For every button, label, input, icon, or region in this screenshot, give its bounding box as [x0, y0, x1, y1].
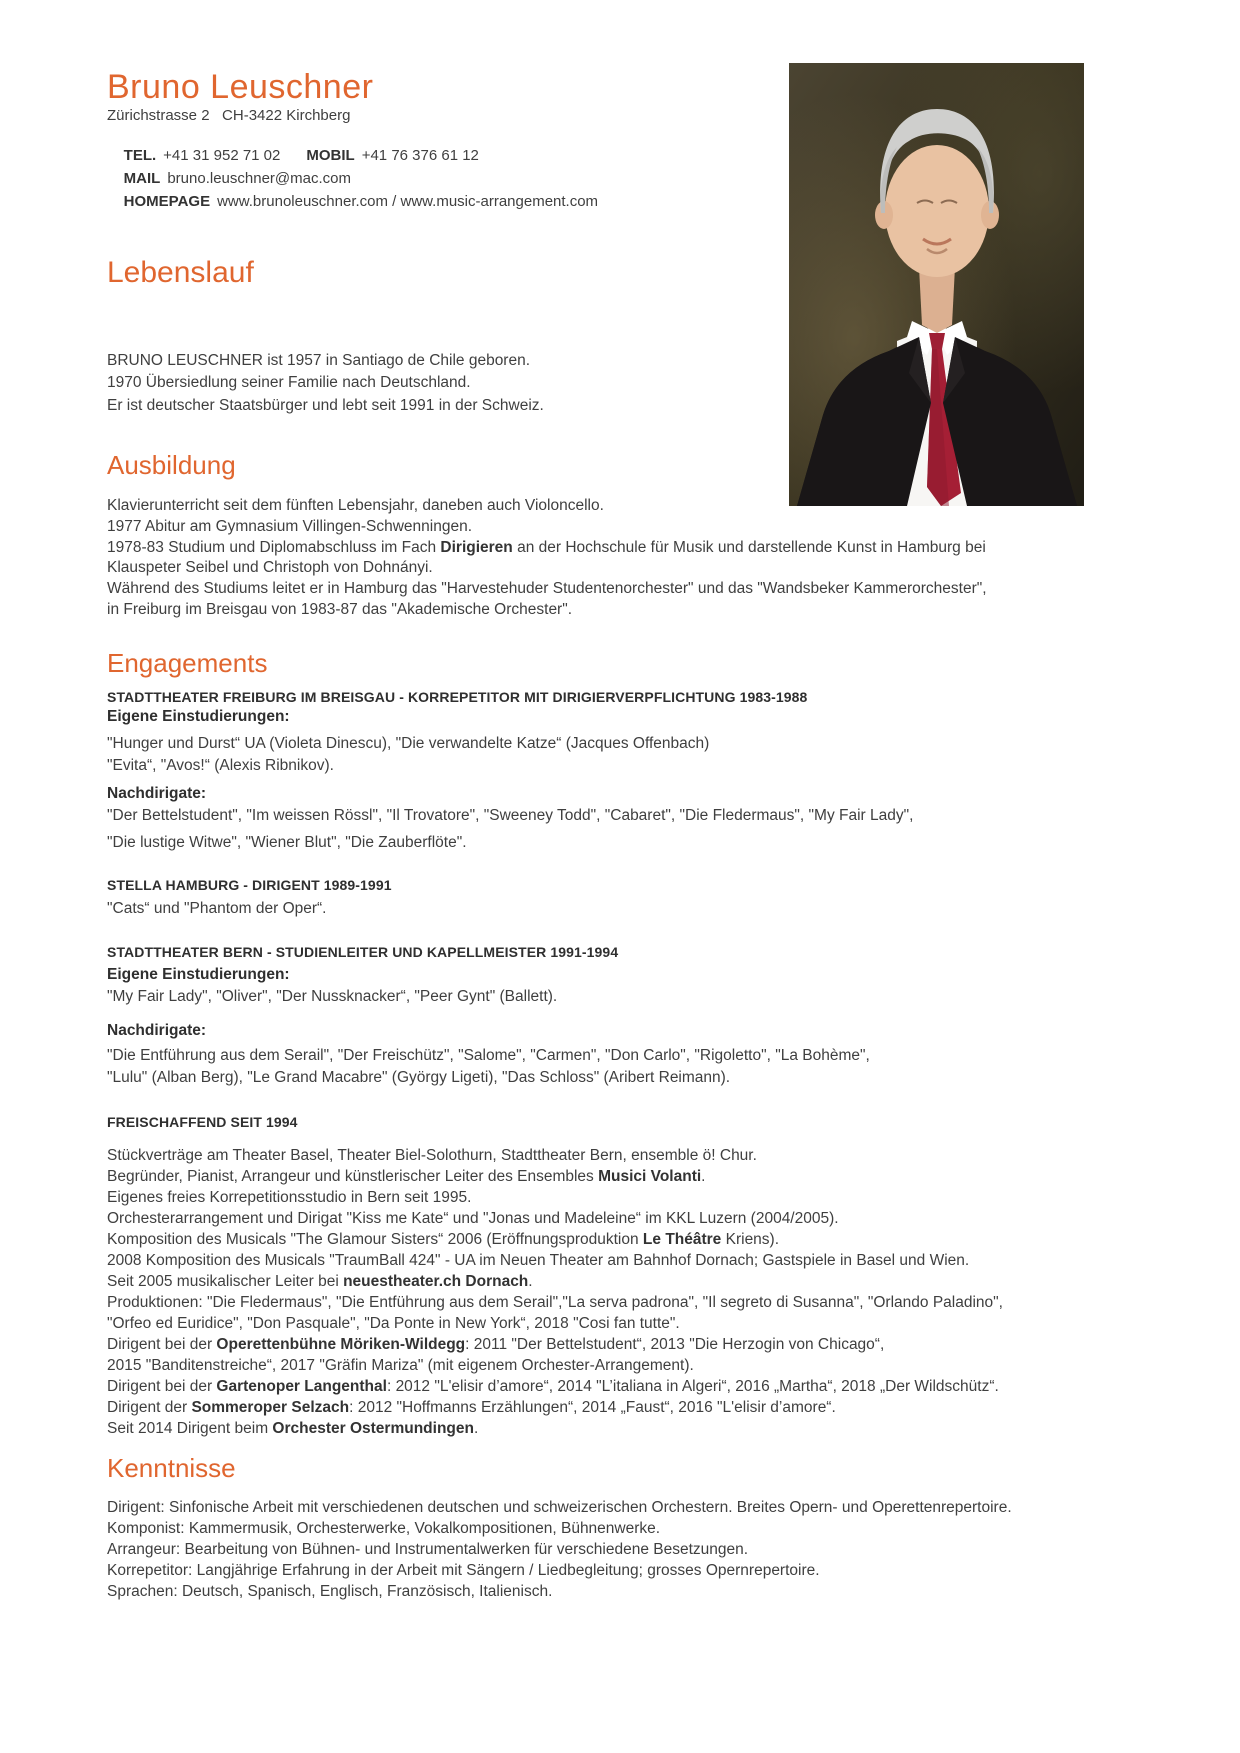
page-title: Lebenslauf — [107, 256, 254, 289]
emphasized-text: Gartenoper Langenthal — [216, 1378, 387, 1395]
text-segment: Klavierunterricht seit dem fünften Lebensjahr, daneben auch Violoncello. — [107, 497, 604, 514]
freischaffend-line — [107, 1251, 969, 1271]
mobil-value: +41 76 376 61 12 — [361, 147, 479, 164]
ausbildung-line — [107, 579, 987, 599]
nachdirigate-label: Nachdirigate: — [107, 1022, 207, 1039]
address-line: Zürichstrasse 2 CH-3422 Kirchberg — [107, 107, 351, 124]
freischaffend-line — [107, 1209, 839, 1229]
text-segment: 1978-83 Studium und Diplomabschluss im Fach — [107, 539, 441, 556]
text-segment: Produktionen: "Die Fledermaus", "Die Entführung aus dem Serail","La serva padrona", "Il segreto di Susanna", "Orlando Paladino", — [107, 1294, 1003, 1311]
emphasized-text: Musici Volanti — [598, 1168, 702, 1185]
text-segment: an der Hochschule für Musik und darstellende Kunst in Hamburg bei — [512, 539, 986, 556]
engagement-subheading-freiburg: STADTTHEATER FREIBURG IM BREISGAU - KORREPETITOR MIT DIRIGIERVERPFLICHTUNG 1983-1988 — [107, 689, 808, 705]
text-segment: "Orfeo ed Euridice", "Don Pasquale", "Da Ponte in New York“, 2018 "Cosi fan tutte". — [107, 1315, 680, 1332]
text-segment: . — [473, 1420, 479, 1437]
homepage-label: HOMEPAGE — [123, 193, 211, 210]
kenntnisse-line: Komponist: Kammermusik, Orchesterwerke, Vokalkompositionen, Bühnenwerke. — [107, 1520, 661, 1537]
mail-value: bruno.leuschner@mac.com — [167, 170, 351, 187]
engagement-line: "Der Bettelstudent", "Im weissen Rössl", "Il Trovatore", "Sweeney Todd", "Cabaret", "Die Fledermaus", "My Fair Lady", — [107, 807, 914, 824]
text-segment: . — [528, 1273, 533, 1290]
text-segment: in Freiburg im Breisgau von 1983-87 das "Akademische Orchester". — [107, 601, 573, 618]
kenntnisse-line: Dirigent: Sinfonische Arbeit mit verschiedenen deutschen und schweizerischen Orchestern. Breites Opern- und Operettenrepertoire. — [107, 1499, 1012, 1516]
kenntnisse-line: Arrangeur: Bearbeitung von Bühnen- und Instrumentalwerken für verschiedene Besetzungen. — [107, 1541, 749, 1558]
text-segment: Während des Studiums leitet er in Hamburg das "Harvestehuder Studentenorchester" und das "Wandsbeker Kammerorchester", — [107, 580, 987, 597]
homepage-line — [107, 175, 598, 229]
engagement-subheading-stella: STELLA HAMBURG - DIRIGENT 1989-1991 — [107, 877, 392, 893]
emphasized-text: Le Théâtre — [642, 1231, 722, 1248]
text-segment: 1977 Abitur am Gymnasium Villingen-Schwenningen. — [107, 518, 473, 535]
emphasized-text: Operettenbühne Möriken-Wildegg — [216, 1336, 466, 1353]
text-segment: Dirigent bei der — [107, 1336, 217, 1353]
text-segment: . — [701, 1168, 706, 1185]
freischaffend-line — [107, 1398, 836, 1418]
freischaffend-line — [107, 1314, 680, 1334]
engagement-line: "Evita“, "Avos!“ (Alexis Ribnikov). — [107, 757, 334, 774]
text-segment: Dirigent bei der — [107, 1378, 217, 1395]
intro-line: Er ist deutscher Staatsbürger und lebt seit 1991 in der Schweiz. — [107, 397, 544, 414]
ausbildung-line — [107, 496, 604, 516]
freischaffend-line — [107, 1356, 694, 1376]
freischaffend-line — [107, 1272, 533, 1292]
text-segment: Eigenes freies Korrepetitionsstudio in Bern seit 1995. — [107, 1189, 472, 1206]
freischaffend-line — [107, 1377, 999, 1397]
text-segment: Komposition des Musicals "The Glamour Sisters“ 2006 (Eröffnungsproduktion — [107, 1231, 643, 1248]
person-name: Bruno Leuschner — [107, 68, 374, 106]
emphasized-text: Orchester Ostermundingen — [272, 1420, 474, 1437]
text-segment: Dirigent der — [107, 1399, 192, 1416]
portrait-illustration — [789, 63, 1084, 506]
engagement-subheading-bern: STADTTHEATER BERN - STUDIENLEITER UND KAPELLMEISTER 1991-1994 — [107, 944, 619, 960]
portrait-photo — [789, 63, 1084, 506]
section-heading-engagements: Engagements — [107, 648, 268, 678]
freischaffend-line — [107, 1146, 757, 1166]
freischaffend-line — [107, 1293, 1003, 1313]
emphasized-text: Dirigieren — [440, 539, 513, 556]
engagement-line: "Hunger und Durst“ UA (Violeta Dinescu), "Die verwandelte Katze“ (Jacques Offenbach) — [107, 735, 710, 752]
tel-value: +41 31 952 71 02 — [163, 147, 281, 164]
intro-line: BRUNO LEUSCHNER ist 1957 in Santiago de Chile geboren. — [107, 352, 531, 369]
kenntnisse-line: Sprachen: Deutsch, Spanisch, Englisch, Französisch, Italienisch. — [107, 1583, 553, 1600]
freischaffend-line — [107, 1167, 705, 1187]
engagement-line: "Lulu" (Alban Berg), "Le Grand Macabre" (György Ligeti), "Das Schloss" (Aribert Reimann). — [107, 1069, 731, 1086]
freischaffend-line — [107, 1188, 471, 1208]
text-segment: Begründer, Pianist, Arrangeur und künstlerischer Leiter des Ensembles — [107, 1168, 599, 1185]
text-segment: Stückverträge am Theater Basel, Theater Biel-Solothurn, Stadttheater Bern, ensemble ö! Chur. — [107, 1147, 757, 1164]
nachdirigate-label: Nachdirigate: — [107, 785, 207, 802]
text-segment: : 2011 "Der Bettelstudent“, 2013 "Die Herzogin von Chicago“, — [465, 1336, 885, 1353]
ausbildung-line — [107, 558, 433, 578]
emphasized-text: neuestheater.ch Dornach — [343, 1273, 529, 1290]
mobil-label: MOBIL — [306, 147, 355, 164]
freischaffend-line — [107, 1335, 884, 1355]
engagement-subheading-freischaffend: FREISCHAFFEND SEIT 1994 — [107, 1114, 298, 1130]
eigene-label: Eigene Einstudierungen: — [107, 708, 290, 725]
text-segment: : 2012 "Hoffmanns Erzählungen“, 2014 „Faust“, 2016 "L'elisir d’amore“. — [349, 1399, 836, 1416]
emphasized-text: Sommeroper Selzach — [191, 1399, 350, 1416]
text-segment: : 2012 "L'elisir d’amore“, 2014 "L’italiana in Algeri“, 2016 „Martha“, 2018 „Der Wildschütz“. — [386, 1378, 999, 1395]
freischaffend-line — [107, 1419, 478, 1439]
text-segment: Orchesterarrangement und Dirigat "Kiss me Kate“ und "Jonas und Madeleine“ im KKL Luzern (2004/2005). — [107, 1210, 839, 1227]
engagement-line: "Cats“ und "Phantom der Oper“. — [107, 900, 327, 917]
section-heading-ausbildung: Ausbildung — [107, 450, 236, 480]
eigene-label: Eigene Einstudierungen: — [107, 966, 290, 983]
kenntnisse-line: Korrepetitor: Langjährige Erfahrung in der Arbeit mit Sängern / Liedbegleitung; grosses Opernrepertoire. — [107, 1562, 820, 1579]
text-segment: 2015 "Banditenstreiche“, 2017 "Gräfin Mariza" (mit eigenem Orchester-Arrangement). — [107, 1357, 694, 1374]
freischaffend-line — [107, 1230, 779, 1250]
text-segment: Klauspeter Seibel und Christoph von Dohnányi. — [107, 559, 433, 576]
text-segment: 2008 Komposition des Musicals "TraumBall 424" - UA im Neuen Theater am Bahnhof Dornach; Gastspiele in Basel und Wien. — [107, 1252, 970, 1269]
engagement-line: "My Fair Lady", "Oliver", "Der Nussknacker“, "Peer Gynt" (Ballett). — [107, 988, 558, 1005]
tel-label: TEL. — [123, 147, 157, 164]
ausbildung-line — [107, 538, 986, 558]
section-heading-kenntnisse: Kenntnisse — [107, 1453, 236, 1483]
text-segment: Kriens). — [721, 1231, 780, 1248]
ausbildung-line — [107, 517, 472, 537]
intro-line: 1970 Übersiedlung seiner Familie nach Deutschland. — [107, 374, 471, 391]
homepage-value: www.brunoleuschner.com / www.music-arrangement.com — [217, 193, 599, 210]
ausbildung-line — [107, 600, 572, 620]
text-segment: Seit 2014 Dirigent beim — [107, 1420, 273, 1437]
engagement-line: "Die lustige Witwe", "Wiener Blut", "Die Zauberflöte". — [107, 834, 467, 851]
text-segment: Seit 2005 musikalischer Leiter bei — [107, 1273, 344, 1290]
mail-label: MAIL — [123, 170, 161, 187]
engagement-line: "Die Entführung aus dem Serail", "Der Freischütz", "Salome", "Carmen", "Don Carlo", "Rigoletto", "La Bohème", — [107, 1047, 870, 1064]
